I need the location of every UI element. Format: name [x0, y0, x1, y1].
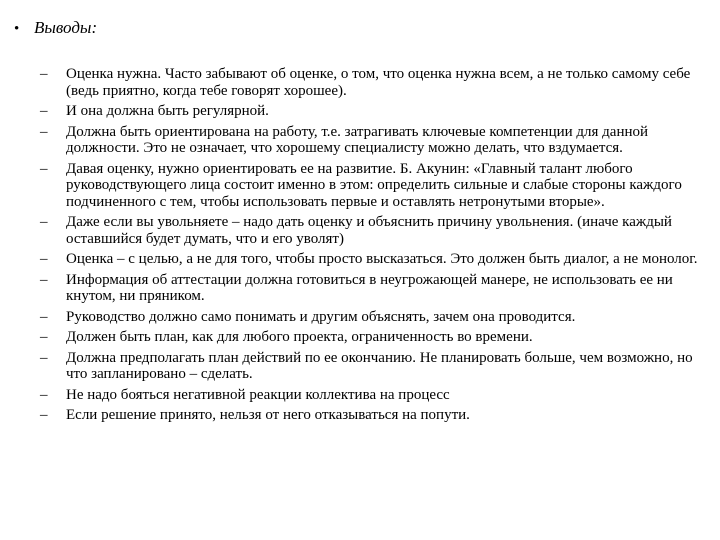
- list-item: [40, 214, 700, 247]
- heading-row: [14, 18, 97, 38]
- dash-icon: –: [40, 329, 48, 345]
- list-item-text: Должна предполагать план действий по ее окончанию. Не планировать больше, чем возможно, но что запланировано – сделать.: [66, 349, 693, 382]
- conclusions-list: [40, 66, 700, 428]
- dash-icon: –: [40, 349, 48, 366]
- list-item-text: Руководство должно само понимать и другим объяснять, зачем она проводится.: [66, 308, 576, 325]
- list-item-text: Даже если вы увольняете – надо дать оценку и объяснить причину увольнения. (иначе каждый оставшийся будет думать, что и его уволят): [66, 214, 672, 247]
- list-item-text: Информация об аттестации должна готовиться в неугрожающей манере, не использовать ее ни кнутом, ни пряником.: [66, 271, 673, 304]
- list-item: [40, 329, 700, 346]
- dash-icon: –: [40, 66, 48, 82]
- list-item: [40, 161, 700, 211]
- bullet-icon: •: [14, 21, 20, 37]
- list-item-text: И она должна быть регулярной.: [66, 103, 269, 119]
- dash-icon: –: [40, 407, 48, 423]
- dash-icon: –: [40, 214, 48, 230]
- list-item-text: Если решение принято, нельзя от него отказываться на попути.: [66, 407, 470, 423]
- list-item: [40, 124, 700, 157]
- list-item: [40, 387, 700, 404]
- list-item: [40, 66, 700, 99]
- dash-icon: –: [40, 123, 48, 140]
- dash-icon: –: [40, 308, 48, 325]
- list-item: [40, 251, 700, 268]
- dash-icon: –: [40, 160, 48, 177]
- list-item: [40, 272, 700, 305]
- list-item: [40, 309, 700, 326]
- list-item: [40, 103, 700, 120]
- list-item-text: Давая оценку, нужно ориентировать ее на развитие. Б. Акунин: «Главный талант любого руководствующего лица состоит именно в этом: определить сильные и слабые стороны каждого подчиненного с тем, чтобы использовать первые и оставлять нетронутыми вторые».: [66, 160, 682, 210]
- list-item-text: Должен быть план, как для любого проекта, ограниченность во времени.: [66, 329, 533, 345]
- list-item: [40, 350, 700, 383]
- list-item-text: Должна быть ориентирована на работу, т.е. затрагивать ключевые компетенции для данной должности. Это не означает, что хорошему специалисту можно делать, что вздумается.: [66, 123, 649, 156]
- dash-icon: –: [40, 271, 48, 288]
- dash-icon: –: [40, 103, 48, 119]
- list-item-text: Оценка – с целью, а не для того, чтобы просто высказаться. Это должен быть диалог, а не монолог.: [66, 251, 698, 267]
- dash-icon: –: [40, 251, 48, 267]
- dash-icon: –: [40, 386, 48, 403]
- list-item-text: Не надо бояться негативной реакции коллектива на процесс: [66, 386, 450, 403]
- list-item-text: Оценка нужна. Часто забывают об оценке, о том, что оценка нужна всем, а не только самому себе (ведь приятно, когда тебе говорят хорошее).: [66, 66, 691, 99]
- slide-title: Выводы:: [34, 18, 98, 37]
- list-item: [40, 407, 700, 424]
